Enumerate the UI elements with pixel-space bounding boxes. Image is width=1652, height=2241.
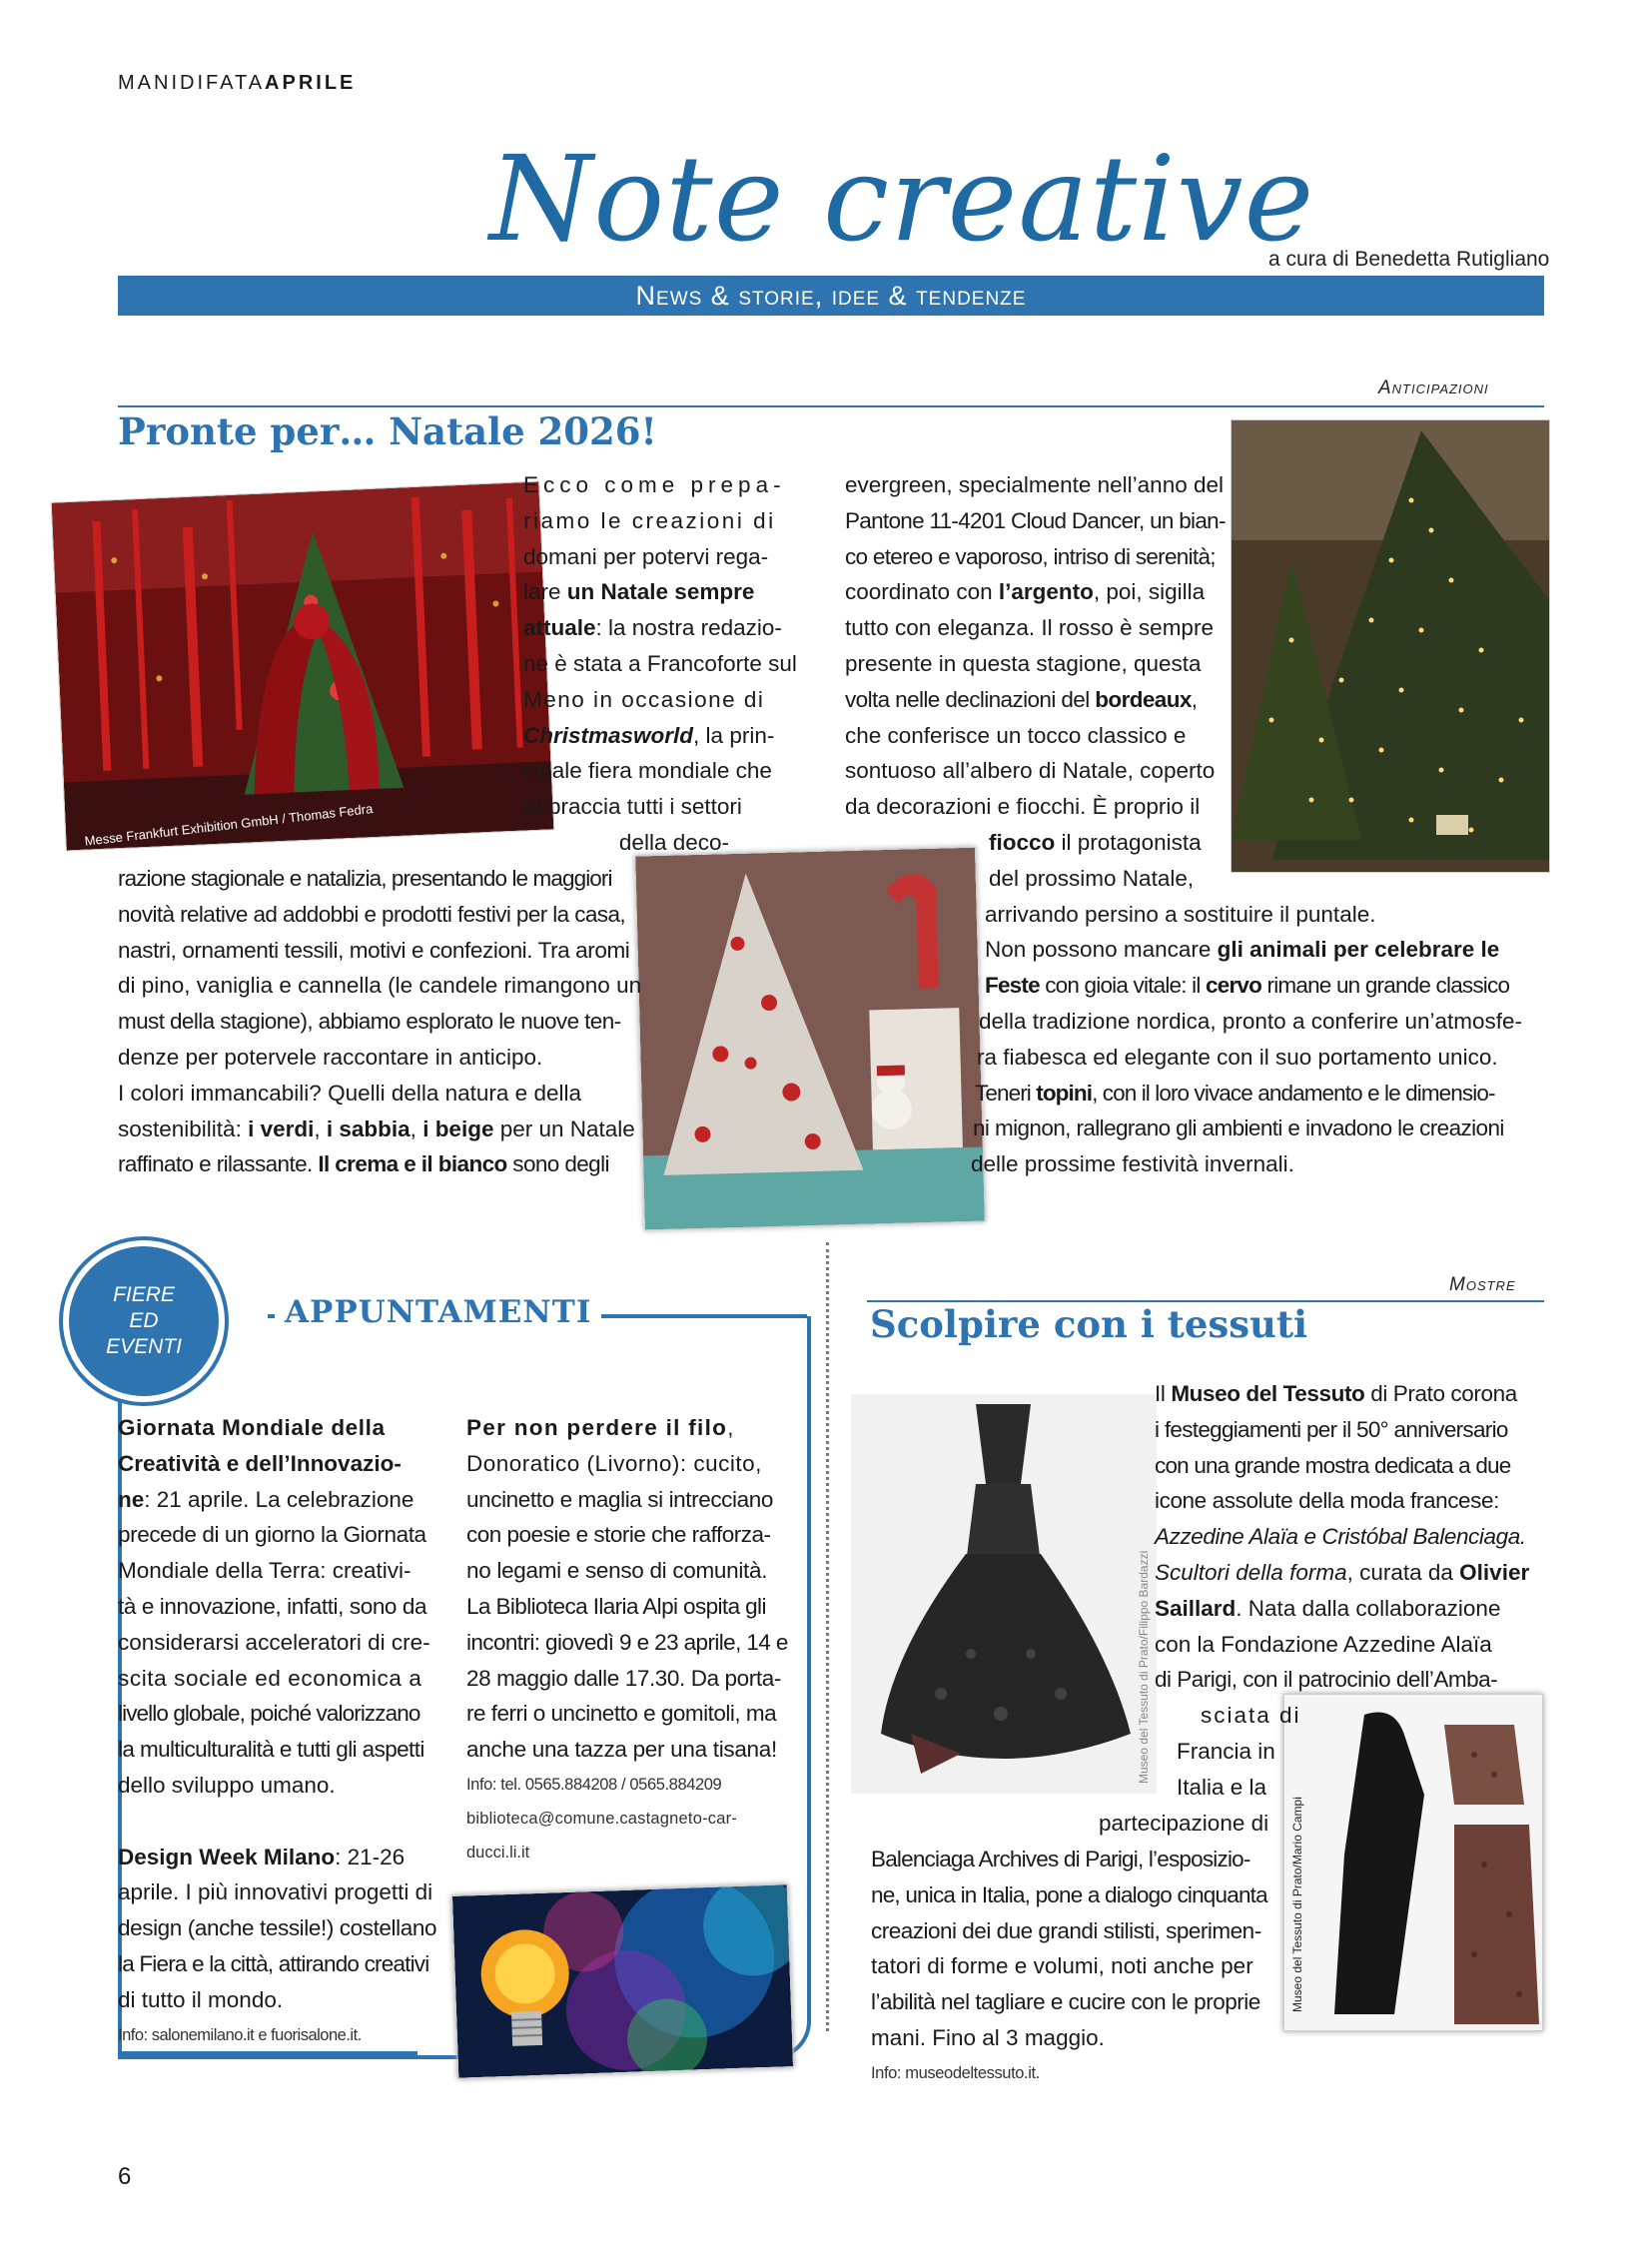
text-line: Il Museo del Tessuto di Prato corona: [1155, 1381, 1517, 1406]
text-line: livello globale, poiché valorizzano: [118, 1701, 420, 1727]
text-line: di tutto il mondo.: [118, 1986, 284, 2012]
badge-line: FIERE: [113, 1283, 175, 1306]
white-tree-illustration: [635, 848, 985, 1230]
text-line: la Fiera e la città, attirando creativi: [118, 1950, 429, 1976]
photo-red-christmas: [51, 480, 555, 851]
text-line: Balenciaga Archives di Parigi, l’esposizio-: [871, 1847, 1250, 1871]
text-line: con poesie e storie che rafforza-: [466, 1522, 771, 1548]
text-line: sontuoso all’albero di Natale, coperto: [845, 758, 1216, 784]
text-line: icone assolute della moda francese:: [1155, 1488, 1499, 1514]
text-line: Teneri topini, con il loro vivace andamento e le dimensio-: [975, 1080, 1495, 1106]
text-line: Meno in occasione di: [523, 686, 765, 712]
info-line: Info: tel. 0565.884208 / 0565.884209: [466, 1775, 722, 1794]
text-line: aprile. I più innovativi progetti di: [118, 1879, 433, 1905]
text-line: ra fiabesca ed elegante con il suo portamento unico.: [977, 1044, 1498, 1070]
text-line: considerarsi acceleratori di cre-: [118, 1629, 430, 1655]
tree-lights-illustration: [1232, 420, 1549, 872]
text-line: Ecco come prepa-: [523, 472, 786, 497]
badge-line: ED: [129, 1309, 159, 1332]
article-headline: Pronte per… Natale 2026!: [118, 409, 657, 453]
info-line: biblioteca@comune.castagneto-car-: [466, 1809, 737, 1828]
text-line: Scultori della forma, curata da Olivier: [1155, 1559, 1530, 1585]
text-line: co etereo e vaporoso, intriso di serenità;: [845, 543, 1216, 569]
text-line: con una grande mostra dedicata a due: [1155, 1452, 1511, 1478]
info-line: ducci.li.it: [466, 1843, 530, 1862]
spacer: [118, 1804, 439, 1840]
events-col1: [118, 1410, 439, 2052]
text-line: Feste con gioia vitale: il cervo rimane un grande classico: [985, 973, 1510, 999]
text-line: design (anche tessile!) costellano: [118, 1915, 437, 1941]
text-line: La Biblioteca Ilaria Alpi ospita gli: [466, 1593, 766, 1619]
section-label-mostre: Mostre: [1449, 1274, 1516, 1295]
photo-credit: Museo del Tessuto di Prato/Filippo Bardazzi: [1137, 1550, 1151, 1784]
text-line: coordinato con l’argento, poi, sigilla: [845, 579, 1206, 605]
event-title: Per non perdere il filo,: [466, 1415, 734, 1440]
text-line: della tradizione nordica, pronto a conferire un’atmosfe-: [979, 1008, 1523, 1034]
text-line: I colori immancabili? Quelli della natura e della: [118, 1080, 581, 1106]
text-line: creazioni dei due grandi stilisti, sperimen-: [871, 1917, 1261, 1943]
text-line: Saillard. Nata dalla collaborazione: [1155, 1595, 1501, 1621]
text-line: ne, unica in Italia, pone a dialogo cinquanta: [871, 1881, 1267, 1907]
text-line: che conferisce un tocco classico e: [845, 722, 1187, 748]
text-line: must della stagione), abbiamo esplorato le nuove ten-: [118, 1009, 621, 1035]
text-line: tutto con eleganza. Il rosso è sempre: [845, 615, 1214, 641]
page-number: 6: [118, 2163, 132, 2190]
text-line: attuale: la nostra redazio-: [523, 615, 782, 641]
dress-illustration: [851, 1394, 1157, 1794]
text-line: la multiculturalità e tutti gli aspetti: [118, 1737, 424, 1763]
text-line: no legami e senso di comunità.: [466, 1558, 768, 1584]
text-line: abbraccia tutti i settori: [523, 794, 742, 820]
text-line: nastri, ornamenti tessili, motivi e confezioni. Tra aromi: [118, 937, 630, 963]
article1-col1-top: [523, 467, 813, 861]
info-line: Info: salonemilano.it e fuorisalone.it.: [118, 2025, 362, 2044]
text-line: i festeggiamenti per il 50° anniversario: [1155, 1416, 1508, 1442]
text-line: arrivando persino a sostituire il puntale.: [985, 901, 1376, 927]
text-line: precede di un giorno la Giornata: [118, 1522, 426, 1548]
text-line: Mondiale della Terra: creativi-: [118, 1558, 412, 1584]
text-line: uncinetto e maglia si intrecciano: [466, 1486, 773, 1512]
text-line: ni mignon, rallegrano gli ambienti e invadono le creazioni: [973, 1116, 1504, 1141]
column-divider: [826, 1242, 829, 2031]
photo-credit: Museo del Tessuto di Prato/Mario Campi: [1290, 1797, 1304, 2012]
text-line: dello sviluppo umano.: [118, 1772, 336, 1798]
text-line: incontri: giovedì 9 e 23 aprile, 14 e: [466, 1629, 788, 1655]
text-line: Christmasworld, la prin-: [523, 722, 775, 748]
text-line: lare un Natale sempre: [523, 579, 755, 605]
text-line: presente in questa stagione, questa: [845, 650, 1202, 676]
article-headline: Scolpire con i tessuti: [870, 1302, 1308, 1346]
text-line: Francia in: [1177, 1738, 1275, 1764]
text-line: sostenibilità: i verdi, i sabbia, i beige per un Natale: [118, 1116, 635, 1141]
events-col2: [466, 1410, 792, 1869]
text-line: tà e innovazione, infatti, sono da: [118, 1593, 427, 1619]
text-line: mani. Fino al 3 maggio.: [871, 2024, 1105, 2050]
text-line: da decorazioni e fiocchi. È proprio il: [845, 794, 1201, 820]
text-line: cipale fiera mondiale che: [523, 758, 772, 784]
text-line: volta nelle declinazioni del bordeaux,: [845, 686, 1198, 712]
magazine-kicker: MANIDIFATAAPRILE: [118, 72, 357, 94]
text-line: evergreen, specialmente nell’anno del: [845, 472, 1224, 497]
text-line: novità relative ad addobbi e prodotti festivi per la casa,: [118, 901, 626, 927]
article2-col-bottom: [871, 1842, 1280, 2090]
photo-white-red-tree: [634, 847, 986, 1231]
text-line: di pino, vaniglia e cannella (le candele rimangono un: [118, 973, 642, 999]
text-line: con la Fondazione Azzedine Alaïa: [1155, 1631, 1492, 1657]
text-line: fiocco il protagonista: [989, 830, 1202, 855]
event-title: Design Week Milano: 21-26: [118, 1844, 406, 1869]
text-line: delle prossime festività invernali.: [971, 1151, 1294, 1177]
red-decor-illustration: [52, 482, 554, 851]
text-line: della deco-: [618, 829, 729, 855]
page-title: Note creative: [489, 130, 1315, 268]
text-line: scita sociale ed economica a: [118, 1665, 422, 1691]
section-label-anticipazioni: Anticipazioni: [1378, 377, 1489, 398]
article1-col2-bottom: [971, 825, 1544, 1182]
text-line: sciata di: [1201, 1703, 1301, 1729]
text-line: Donoratico (Livorno): cucito,: [466, 1450, 762, 1476]
article1-col2-top: [845, 467, 1235, 825]
text-line: 28 maggio dalle 17.30. Da porta-: [466, 1665, 781, 1691]
text-line: riamo le creazioni di: [523, 507, 776, 533]
text-line: Non possono mancare gli animali per celebrare le: [985, 937, 1500, 963]
events-bottom-rule: [118, 2051, 417, 2055]
events-heading: APPUNTAMENTI: [275, 1294, 601, 1330]
text-line: denze per potervele raccontare in anticipo.: [118, 1044, 543, 1070]
text-line: domani per potervi rega-: [523, 543, 769, 569]
text-line: del prossimo Natale,: [989, 865, 1195, 891]
photo-credit: Messe Frankfurt Exhibition GmbH / Thomas Fedra: [83, 801, 374, 849]
text-line: tatori di forme e volumi, noti anche per: [871, 1953, 1253, 1979]
text-line: raffinato e rilassante. Il crema e il bianco sono degli: [118, 1151, 609, 1177]
badge-line: EVENTI: [106, 1335, 182, 1358]
text-line: anche una tazza per una tisana!: [466, 1737, 777, 1763]
text-line: Pantone 11-4201 Cloud Dancer, un bian-: [845, 507, 1226, 533]
photo-lightbulb: [451, 1883, 794, 2079]
subtitle-band-text: News & storie, idee & tendenze: [635, 281, 1027, 311]
text-line: Azzedine Alaïa e Cristóbal Balenciaga.: [1155, 1524, 1526, 1550]
curator-credit: a cura di Benedetta Rutigliano: [1268, 248, 1550, 271]
article1-col1-bottom: [118, 861, 649, 1182]
info-line: Info: museodeltessuto.it.: [871, 2063, 1040, 2082]
text-line: Italia e la: [1177, 1774, 1267, 1800]
lightbulb-illustration: [452, 1884, 793, 2078]
text-line: l’abilità nel tagliare e cucire con le proprie: [871, 1989, 1260, 2015]
text-line: di Parigi, con il patrocinio dell’Amba-: [1155, 1667, 1498, 1693]
text-line: ne: 21 aprile. La celebrazione: [118, 1486, 414, 1512]
section-rule: [118, 405, 1544, 407]
text-line: partecipazione di: [1099, 1810, 1269, 1836]
events-badge: [63, 1240, 225, 1402]
text-line: re ferri o uncinetto e gomitoli, ma: [466, 1701, 777, 1727]
text-line: razione stagionale e natalizia, presentando le maggiori: [118, 866, 612, 891]
event-title: Creatività e dell’Innovazio-: [118, 1450, 402, 1476]
text-line: ne è stata a Francoforte sul: [523, 650, 797, 676]
photo-tree-lights: [1231, 419, 1550, 873]
photo-dress-alaia: [851, 1394, 1157, 1794]
event-title: Giornata Mondiale della: [118, 1415, 386, 1440]
